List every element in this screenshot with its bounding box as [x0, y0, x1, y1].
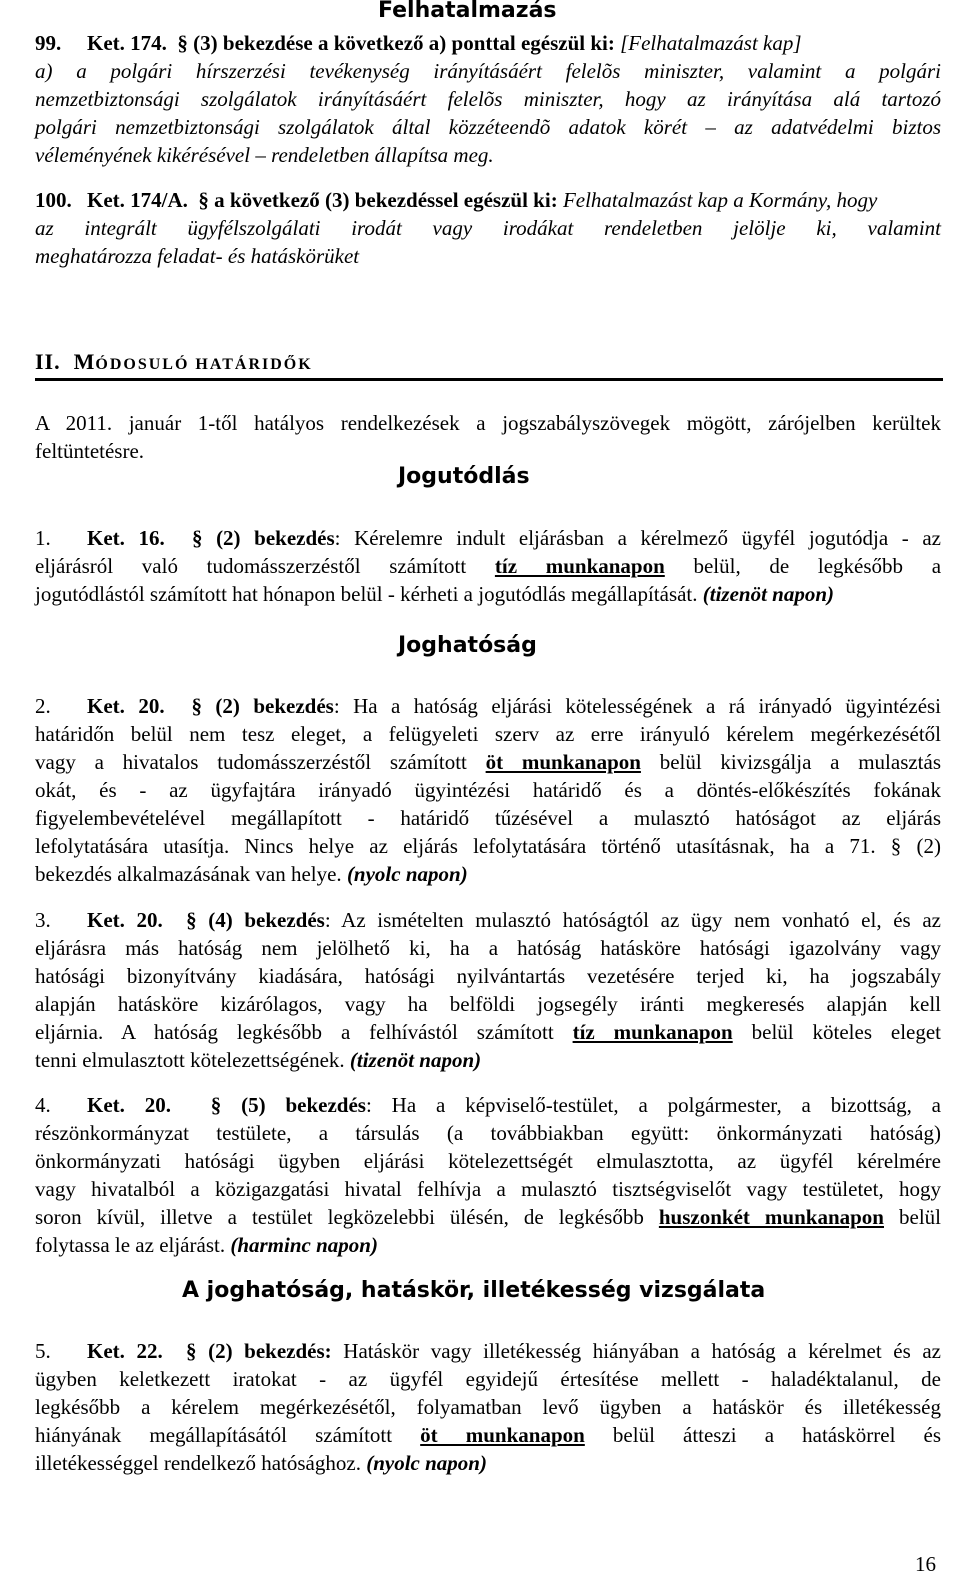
- paragraph-reference: (2) bekezdés:: [208, 1339, 332, 1363]
- item2-line-5: figyelembevételével megállapított - határidő tűzésével a mulasztó hatóságot az eljárás: [35, 806, 941, 830]
- item4-line-3: önkormányzati hatósági ügyben eljárási kötelezettségét elmulasztotta, az ügyfél kérelmére: [35, 1149, 941, 1173]
- amendment-intro: (3) bekezdése a következő a) ponttal egészül ki:: [193, 31, 615, 55]
- intro-paragraph: [35, 409, 941, 465]
- item-2: [35, 692, 941, 888]
- item3-line-1: [35, 906, 941, 934]
- section-sign: §: [185, 1339, 197, 1363]
- paragraph-reference: (5) bekezdés: [241, 1093, 366, 1117]
- intro-line-2: feltüntetésre.: [35, 439, 145, 463]
- new-deadline: tíz munkanapon: [572, 1020, 733, 1044]
- item-number: 4.: [35, 1093, 51, 1117]
- p100-line-2: az integrált ügyfélszolgálati irodát vagy irodákat rendeletben jelölje ki, valamint: [35, 216, 941, 240]
- page-title: Felhatalmazás: [378, 0, 557, 23]
- paragraph-reference: (2) bekezdés: [215, 694, 334, 718]
- item4-line-4: vagy hivatalból a közigazgatási hivatal felhívja a mulasztó tisztségviselőt vagy testületet, hogy: [35, 1177, 941, 1201]
- heading-joghatosag: Joghatóság: [398, 633, 537, 658]
- item-number: 100.: [35, 188, 72, 212]
- text-segment: belül átteszi a hatáskörrel és: [612, 1423, 942, 1447]
- p100-line-3: meghatározza feladat- és hatáskörüket: [35, 244, 360, 268]
- item-number: 2.: [35, 694, 51, 718]
- item3-line-3: hatósági bizonyítvány kiadására, hatósági nyilvántartás vezetésére terjed ki, ha jogszabály: [35, 964, 941, 988]
- new-deadline: öt munkanapon: [420, 1423, 585, 1447]
- section-sign: §: [186, 908, 197, 932]
- text-segment: eljárnia. A hatóság legkésőbb a felhívástól számított: [35, 1020, 554, 1044]
- p99-line-4: polgári nemzetbiztonsági szolgálatok által közzéteendõ adatok körét – az adatvédelmi biztos: [35, 115, 941, 139]
- item3-line-6: [35, 1046, 941, 1074]
- heading-jogutodlas: Jogutódlás: [398, 464, 530, 489]
- old-deadline: (nyolc napon): [366, 1451, 487, 1475]
- section-sign: §: [210, 1093, 222, 1117]
- item1-line-2: [35, 552, 941, 580]
- amendment-text: Felhatalmazást kap a Kormány, hogy: [562, 188, 878, 212]
- new-deadline: tíz munkanapon: [494, 554, 665, 578]
- p100-line-1: [35, 186, 941, 214]
- text-segment: jogutódlástól számított hat hónapon belül - kérheti a jogutódlás megállapítását.: [35, 582, 698, 606]
- amendment-intro: a következő (3) bekezdéssel egészül ki:: [214, 188, 558, 212]
- item2-text: : Ha a hatóság eljárási kötelességének a rá irányadó ügyintézési: [333, 694, 942, 718]
- item2-line-2: határidőn belül nem tesz eleget, a felügyeleti szerv az erre irányuló kérelem megérkezésétől: [35, 722, 941, 746]
- item3-line-4: alapján hatásköre kizárólagos, vagy ha belföldi jogsegély iránti megkeresés alapján kell: [35, 992, 941, 1016]
- new-deadline: öt munkanapon: [485, 750, 641, 774]
- old-deadline: (nyolc napon): [346, 862, 468, 886]
- item4-line-6: [35, 1231, 941, 1259]
- section-title-initial: M: [73, 349, 96, 374]
- text-segment: tenni elmulasztott kötelezettségének.: [35, 1048, 345, 1072]
- p99-line-5: véleményének kikérésével – rendeletben állapítsa meg.: [35, 143, 494, 167]
- item5-line-1: [35, 1337, 941, 1365]
- law-reference: Ket. 20.: [87, 694, 165, 718]
- law-reference: Ket. 174.: [87, 31, 167, 55]
- text-segment: vagy a hivatalos tudomásszerzéstől számított: [35, 750, 467, 774]
- text-segment: bekezdés alkalmazásának van helye.: [35, 862, 342, 886]
- item2-line-6: lefolytatására utasítja. Nincs helye az eljárás lefolytatására történő utasításnak, ha a 71. § (2): [35, 834, 941, 858]
- item2-line-7: [35, 860, 941, 888]
- text-segment: belül kivizsgálja a mulasztás: [659, 750, 942, 774]
- paragraph-reference: (2) bekezdés: [216, 526, 335, 550]
- item3-line-5: [35, 1018, 941, 1046]
- item5-line-4: [35, 1421, 941, 1449]
- item-number: 5.: [35, 1339, 51, 1363]
- paragraph-reference: (4) bekezdés: [208, 908, 325, 932]
- text-segment: illetékességgel rendelkező hatósághoz.: [35, 1451, 361, 1475]
- law-reference: Ket. 20.: [87, 1093, 172, 1117]
- page-number: 16: [915, 1552, 936, 1576]
- section-heading: [35, 349, 313, 375]
- text-segment: soron kívül, illetve a testület legközelebbi ülésén, de legkésőbb: [35, 1205, 644, 1229]
- text-segment: hiányának megállapításától számított: [35, 1423, 393, 1447]
- text-segment: folytassa le az eljárást.: [35, 1233, 226, 1257]
- item1-text: : Kérelemre indult eljárásban a kérelmező ügyfél jogutódja - az: [334, 526, 942, 550]
- law-reference: Ket. 20.: [87, 908, 163, 932]
- item5-text: Hatáskör vagy illetékesség hiányában a hatóság a kérelmet és az: [343, 1339, 942, 1363]
- p99-line-1: [35, 29, 941, 57]
- section-sign: §: [177, 31, 188, 55]
- old-deadline: (harminc napon): [230, 1233, 378, 1257]
- item-number: 99.: [35, 31, 62, 55]
- item5-line-3: legkésőbb a kérelem megérkezésétől, folyamatban levő ügyben a hatáskör és illetékesség: [35, 1395, 941, 1419]
- amendment-bracket: [Felhatalmazást kap]: [620, 31, 802, 55]
- item2-line-3: [35, 748, 941, 776]
- section-sign: §: [191, 694, 202, 718]
- p99-line-3: nemzetbiztonsági szolgálatok irányításáért felelõs miniszter, hogy az irányítása alá tartozó: [35, 87, 941, 111]
- item3-line-2: eljárásra más hatóság nem jelölhető ki, ha a hatóság hatásköre hatósági igazolvány vagy: [35, 936, 941, 960]
- section-title-rest: ÓDOSULÓ HATÁRIDŐK: [95, 356, 313, 373]
- section-sign: §: [191, 526, 203, 550]
- section-divider: [35, 378, 943, 381]
- item-3: [35, 906, 941, 1074]
- item-number: 1.: [35, 526, 51, 550]
- item2-line-4: okát, és - az ügyfajtára irányadó ügyintézési határidő és a döntés-előkészítés fokának: [35, 778, 941, 802]
- heading-vizsgalat: A joghatóság, hatáskör, illetékesség vizsgálata: [182, 1278, 766, 1303]
- old-deadline: (tizenöt napon): [349, 1048, 482, 1072]
- law-reference: Ket. 16.: [87, 526, 165, 550]
- item4-text: : Ha a képviselő-testület, a polgármester, a bizottság, a: [365, 1093, 942, 1117]
- old-deadline: (tizenöt napon): [702, 582, 835, 606]
- paragraph-100: [35, 186, 941, 270]
- item-5: [35, 1337, 941, 1477]
- item5-line-2: ügyben keletkezett iratokat - az ügyfél egyidejű értesítése mellett - haladéktalanul, de: [35, 1367, 941, 1391]
- item1-line-1: [35, 524, 941, 552]
- item4-line-1: [35, 1091, 941, 1119]
- item2-line-1: [35, 692, 941, 720]
- law-reference: Ket. 174/A.: [87, 188, 188, 212]
- text-segment: belül: [899, 1205, 942, 1229]
- item-1: [35, 524, 941, 608]
- section-number: II.: [35, 349, 61, 374]
- text-segment: belül, de legkésőbb a: [693, 554, 942, 578]
- section-sign: §: [198, 188, 209, 212]
- item-number: 3.: [35, 908, 51, 932]
- item-4: [35, 1091, 941, 1259]
- law-reference: Ket. 22.: [87, 1339, 163, 1363]
- item1-line-3: [35, 580, 941, 608]
- new-deadline: huszonkét munkanapon: [658, 1205, 884, 1229]
- text-segment: belül köteles eleget: [751, 1020, 942, 1044]
- item3-text: : Az ismételten mulasztó hatóságtól az ügy nem vonható el, és az: [324, 908, 941, 932]
- item4-line-5: [35, 1203, 941, 1231]
- paragraph-99: [35, 29, 941, 169]
- text-segment: eljárásról való tudomásszerzéstől számított: [35, 554, 467, 578]
- item5-line-5: [35, 1449, 941, 1477]
- p99-line-2: a) a polgári hírszerzési tevékenység irányításáért felelõs miniszter, valamint a polgári: [35, 59, 941, 83]
- intro-line-1: A 2011. január 1-től hatályos rendelkezések a jogszabályszövegek mögött, zárójelben kerültek: [35, 411, 941, 435]
- item4-line-2: részönkormányzat testülete, a társulás (a továbbiakban együtt: önkormányzati hatóság): [35, 1121, 941, 1145]
